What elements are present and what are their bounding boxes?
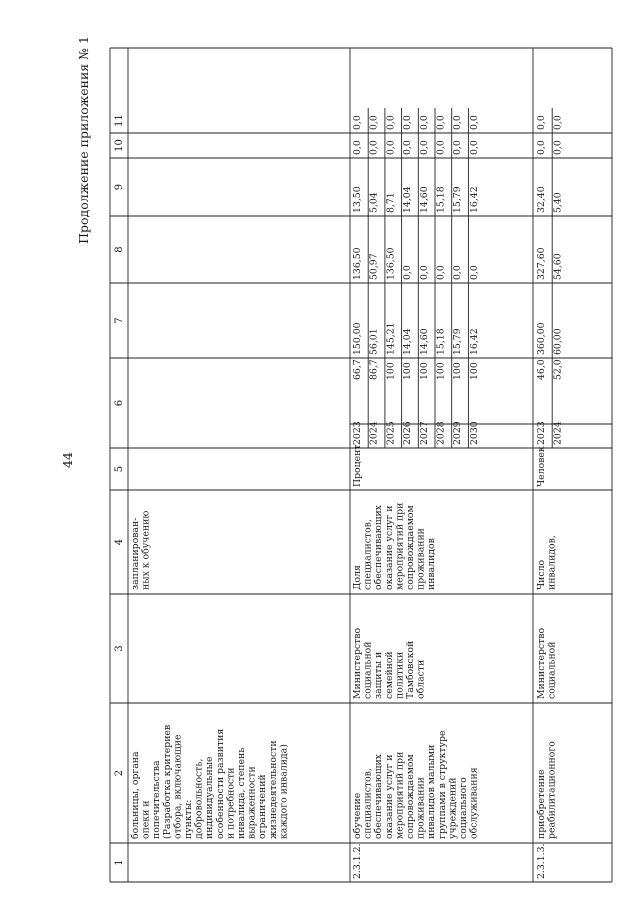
value-col11: 0,0	[452, 115, 464, 130]
column-number: 3	[114, 645, 125, 652]
row-name-line: жизнедеятельности	[267, 740, 279, 839]
value-col7: 150,00	[352, 322, 363, 355]
row-indicator-line: сопровождаемом	[405, 505, 416, 590]
target-value: 46,0	[536, 359, 547, 380]
row-executor-line: Тамбовской	[405, 640, 416, 699]
row-name-line: добровольность,	[193, 758, 205, 839]
year-label: 2029	[452, 421, 464, 445]
row-name-line: отбора, включающие	[172, 734, 184, 839]
value-col10: 0,0	[452, 140, 464, 155]
value-col10: 0,0	[552, 140, 564, 155]
target-value: 66,7	[352, 359, 363, 380]
value-col10: 0,0	[385, 140, 397, 155]
value-col9: 14,04	[402, 186, 414, 213]
row-name-line: сопровождаемом	[405, 754, 416, 839]
value-col10: 0,0	[402, 140, 414, 155]
value-col7: 15,79	[452, 328, 464, 355]
column-number: 11	[114, 114, 125, 127]
target-value: 100	[418, 362, 430, 380]
value-col9: 14,60	[418, 186, 430, 213]
value-col9: 5,04	[368, 192, 380, 213]
table-content	[114, 114, 564, 879]
row-indicator-line: мероприятий при	[394, 502, 406, 590]
value-col8: 136,50	[352, 247, 363, 280]
value-col11: 0,0	[368, 115, 380, 130]
row-executor-line: защиты и	[373, 651, 385, 699]
row-name-line: пункты:	[183, 799, 194, 839]
year-label: 2024	[368, 421, 380, 445]
value-col10: 0,0	[352, 140, 363, 155]
row-executor-line: области	[415, 659, 427, 699]
row-executor-line: семейной	[383, 651, 395, 699]
row-indicator-line: ных к обучению	[140, 510, 152, 590]
year-label: 2023	[536, 421, 547, 445]
target-value: 100	[435, 362, 447, 380]
value-col9: 32,40	[536, 186, 547, 213]
row-name-line: выраженности	[246, 766, 258, 839]
row-indicator-line: специалистов,	[362, 519, 374, 590]
row-name-line: инвалидов малыми	[426, 744, 438, 839]
target-value: 100	[468, 362, 480, 380]
row-name-line: социального	[458, 777, 469, 839]
row-name-line: обслуживания	[468, 767, 480, 839]
value-col9: 15,18	[435, 186, 447, 213]
row-indicator-line: оказание услуг и	[383, 505, 395, 590]
value-col11: 0,0	[552, 115, 564, 130]
row-executor-line: политики	[394, 651, 406, 699]
row-name-line: инвалида, степень	[236, 747, 247, 839]
value-col9: 5,40	[552, 192, 564, 213]
year-label: 2023	[352, 421, 363, 445]
row-indicator-line: инвалидов,	[546, 535, 558, 590]
row-name-line: (Разработка критериев	[161, 724, 173, 839]
year-label: 2026	[402, 421, 414, 445]
row-name-line: и потребности	[225, 767, 237, 839]
row-unit: Процент	[352, 444, 363, 487]
value-col7: 16,42	[468, 328, 480, 355]
row-indicator-line: инвалидов	[426, 538, 438, 590]
row-indicator-line: Число	[536, 559, 547, 590]
continuation-title: Продолжение приложения № 1	[76, 36, 91, 244]
year-label: 2028	[435, 421, 447, 445]
value-col10: 0,0	[435, 140, 447, 155]
year-label: 2027	[418, 421, 430, 445]
target-value: 100	[402, 362, 414, 380]
row-number: 2.3.1.3.	[536, 843, 547, 879]
value-col8: 0,0	[452, 265, 464, 280]
column-number: 10	[114, 139, 125, 152]
target-value: 100	[452, 362, 464, 380]
value-col8: 50,97	[368, 253, 380, 280]
value-col8: 0,0	[402, 265, 414, 280]
row-name-line: каждого инвалида)	[278, 744, 290, 839]
row-name-line: особенности развития	[214, 728, 226, 839]
value-col7: 145,21	[385, 322, 397, 355]
column-number: 1	[114, 859, 125, 866]
row-executor-line: социальной	[546, 641, 558, 699]
row-number: 2.3.1.2.	[352, 843, 363, 879]
column-number: 8	[114, 246, 125, 253]
value-col10: 0,0	[468, 140, 480, 155]
value-col11: 0,0	[352, 115, 363, 130]
row-name-line: проживании	[415, 777, 427, 839]
value-col10: 0,0	[536, 140, 547, 155]
row-name-line: учреждений	[447, 777, 459, 839]
year-label: 2025	[385, 421, 397, 445]
year-label: 2024	[552, 421, 564, 445]
value-col10: 0,0	[368, 140, 380, 155]
value-col7: 56,01	[368, 328, 380, 355]
row-indicator-line: обеспечивающих	[373, 505, 385, 590]
value-col7: 360,00	[536, 322, 547, 355]
value-col7: 15,18	[435, 328, 447, 355]
row-name-line: мероприятий при	[394, 751, 406, 839]
row-name-line: обучение	[352, 792, 363, 839]
value-col7: 14,60	[418, 328, 430, 355]
value-col11: 0,0	[402, 115, 414, 130]
value-col11: 0,0	[536, 115, 547, 130]
row-indicator-line: проживании	[415, 528, 427, 590]
row-indicator-line: Доля	[352, 565, 363, 590]
row-indicator-line: запланирован-	[130, 517, 141, 590]
value-col11: 0,0	[385, 115, 397, 130]
value-col9: 15,79	[452, 186, 464, 213]
target-value: 52,0	[552, 359, 564, 380]
value-col8: 136,50	[385, 247, 397, 280]
value-col8: 54,60	[552, 253, 564, 280]
column-number: 2	[114, 769, 125, 777]
row-name-line: больницы, органа	[130, 751, 141, 839]
value-col10: 0,0	[418, 140, 430, 155]
value-col11: 0,0	[435, 115, 447, 130]
row-name-line: специалистов,	[362, 768, 374, 839]
value-col8: 327,60	[536, 247, 547, 280]
value-col9: 16,42	[468, 186, 480, 213]
value-col8: 0,0	[418, 265, 430, 280]
row-name-line: обеспечивающих	[373, 754, 385, 839]
column-number: 5	[114, 465, 125, 473]
row-unit: Человек	[536, 446, 547, 487]
row-name-line: ограничений	[257, 774, 269, 839]
value-col7: 60,00	[552, 328, 564, 355]
row-executor-line: Министерство	[536, 627, 547, 699]
target-value: 86,7	[368, 359, 380, 380]
value-col8: 0,0	[468, 265, 480, 280]
row-name-line: реабилитационного	[546, 741, 558, 839]
value-col7: 14,04	[402, 328, 414, 355]
column-number: 9	[114, 183, 125, 191]
value-col9: 13,50	[352, 186, 363, 213]
row-name-line: оказание услуг и	[383, 754, 395, 839]
year-label: 2030	[468, 421, 480, 445]
column-number: 4	[114, 538, 125, 546]
target-value: 100	[385, 362, 397, 380]
value-col11: 0,0	[418, 115, 430, 130]
row-executor-line: социальной	[362, 641, 374, 699]
column-number: 6	[114, 399, 125, 407]
row-name-line: индивидуальные	[204, 756, 216, 839]
page-number: 44	[60, 452, 75, 468]
value-col8: 0,0	[435, 265, 447, 280]
row-executor-line: Министерство	[352, 627, 363, 699]
row-name-line: группами в структуре	[436, 730, 448, 839]
value-col11: 0,0	[468, 115, 480, 130]
row-name-line: приобретение	[536, 769, 547, 839]
column-number: 7	[114, 317, 125, 324]
row-name-line: попечительства	[151, 760, 163, 839]
row-name-line: опеки и	[140, 800, 152, 839]
value-col9: 8,71	[385, 192, 397, 213]
